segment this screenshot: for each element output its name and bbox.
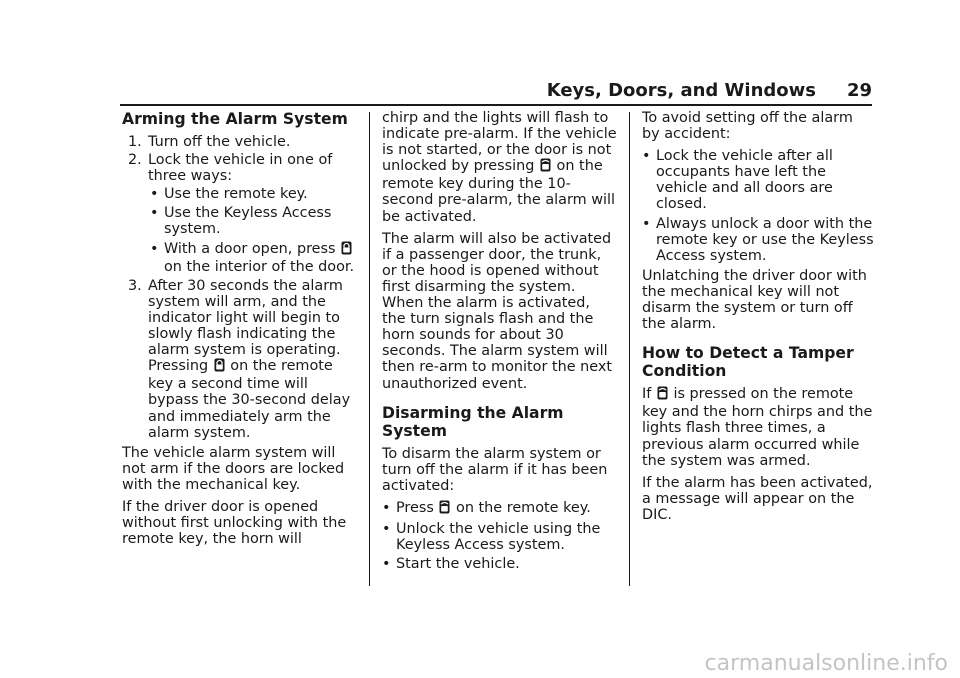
list-item <box>122 205 357 237</box>
paragraph: If the driver door is opened without first unlocking with the remote key, the horn will <box>122 498 347 548</box>
remote-alarm-icon <box>657 386 668 404</box>
list-text: With a door open, press <box>164 240 341 257</box>
heading-disarming: Disarming the Alarm System <box>382 403 564 440</box>
step-item <box>122 278 357 441</box>
paragraph: If the alarm has been activated, a message will appear on the DIC. <box>642 474 873 523</box>
paragraph-text: is pressed on the remote key and the horn chirps and the lights flash three times, a previous alarm occurred while the system was armed. <box>642 386 873 469</box>
column-1 <box>122 110 357 553</box>
remote-alarm-icon <box>540 158 551 176</box>
remote-alarm-icon <box>439 500 450 518</box>
bullet-icon: • <box>642 148 651 165</box>
step-text: Turn off the vehicle. <box>148 134 291 150</box>
step-item <box>122 152 357 184</box>
bullet-icon: • <box>150 240 159 257</box>
paragraph: The alarm will also be activated if a passenger door, the trunk, or the hood is opened without first disarming the system. When the alarm is activated, the turn signals flash and the horn sounds for about 30 seconds. The alarm system will then re-arm to monitor the next unauthorized event. <box>382 230 613 392</box>
paragraph: To avoid setting off the alarm by accident: <box>642 110 853 143</box>
section-title: Keys, Doors, and Windows <box>546 80 816 101</box>
step-item <box>122 134 357 150</box>
heading-arming: Arming the Alarm System <box>122 110 348 128</box>
page-number: 29 <box>846 80 872 101</box>
list-item <box>642 148 874 212</box>
list-text: Use the remote key. <box>164 186 308 203</box>
list-text: Press <box>396 499 439 516</box>
paragraph: To disarm the alarm system or turn off the alarm if it has been activated: <box>382 445 608 494</box>
paragraph <box>642 386 874 468</box>
step-text: Lock the vehicle in one of three ways: <box>148 152 333 185</box>
step-text: on the remote key a second time will bypass the 30-second delay and immediately arm the alarm system. <box>148 358 351 441</box>
paragraph-text: on the remote key during the 10-second pre-alarm, the alarm will be activated. <box>382 158 615 225</box>
paragraph-text: If <box>642 386 656 403</box>
list-text: Lock the vehicle after all occupants have left the vehicle and all doors are closed. <box>656 148 833 213</box>
list-item <box>122 186 357 202</box>
list-text: Use the Keyless Access system. <box>164 205 332 238</box>
bullet-icon: • <box>150 205 159 222</box>
bullet-icon: • <box>382 499 391 516</box>
lock-icon <box>214 358 225 376</box>
bullet-icon: • <box>642 215 651 232</box>
bullet-icon: • <box>382 556 391 573</box>
list-text: on the interior of the door. <box>164 258 355 275</box>
list-text: Unlock the vehicle using the Keyless Access system. <box>396 520 601 554</box>
step-text: After 30 seconds the alarm system will arm, and the indicator light will begin to slowly flash indicating the alarm system is operating. Pressing <box>148 277 343 375</box>
step-number: 1. <box>128 134 142 150</box>
column-divider <box>629 112 630 586</box>
list-item <box>382 521 617 553</box>
paragraph: The vehicle alarm system will not arm if the doors are locked with the mechanical key. <box>122 444 345 493</box>
column-divider <box>369 112 370 586</box>
column-2 <box>382 110 617 575</box>
paragraph <box>382 110 617 225</box>
column-3 <box>642 110 874 529</box>
heading-tamper: How to Detect a Tamper Condition <box>642 344 854 381</box>
page-header <box>120 80 872 102</box>
list-item <box>382 500 617 518</box>
bullet-icon: • <box>150 186 159 203</box>
list-item <box>122 241 357 275</box>
paragraph: Unlatching the driver door with the mechanical key will not disarm the system or turn off the alarm. <box>642 267 867 333</box>
paragraph-text: chirp and the lights will flash to indicate pre-alarm. If the vehicle is not started, or the door is not unlocked by pressing <box>382 110 617 175</box>
bullet-icon: • <box>382 520 391 537</box>
step-number: 2. <box>128 152 142 169</box>
header-rule <box>120 104 872 106</box>
watermark: carmanualsonline.info <box>704 651 948 676</box>
step-number: 3. <box>128 277 142 294</box>
lock-icon <box>341 241 352 259</box>
list-text: on the remote key. <box>451 499 591 516</box>
list-item <box>642 216 874 264</box>
list-text: Start the vehicle. <box>396 556 520 573</box>
list-item <box>382 556 617 572</box>
list-text: Always unlock a door with the remote key or use the Keyless Access system. <box>656 215 874 264</box>
